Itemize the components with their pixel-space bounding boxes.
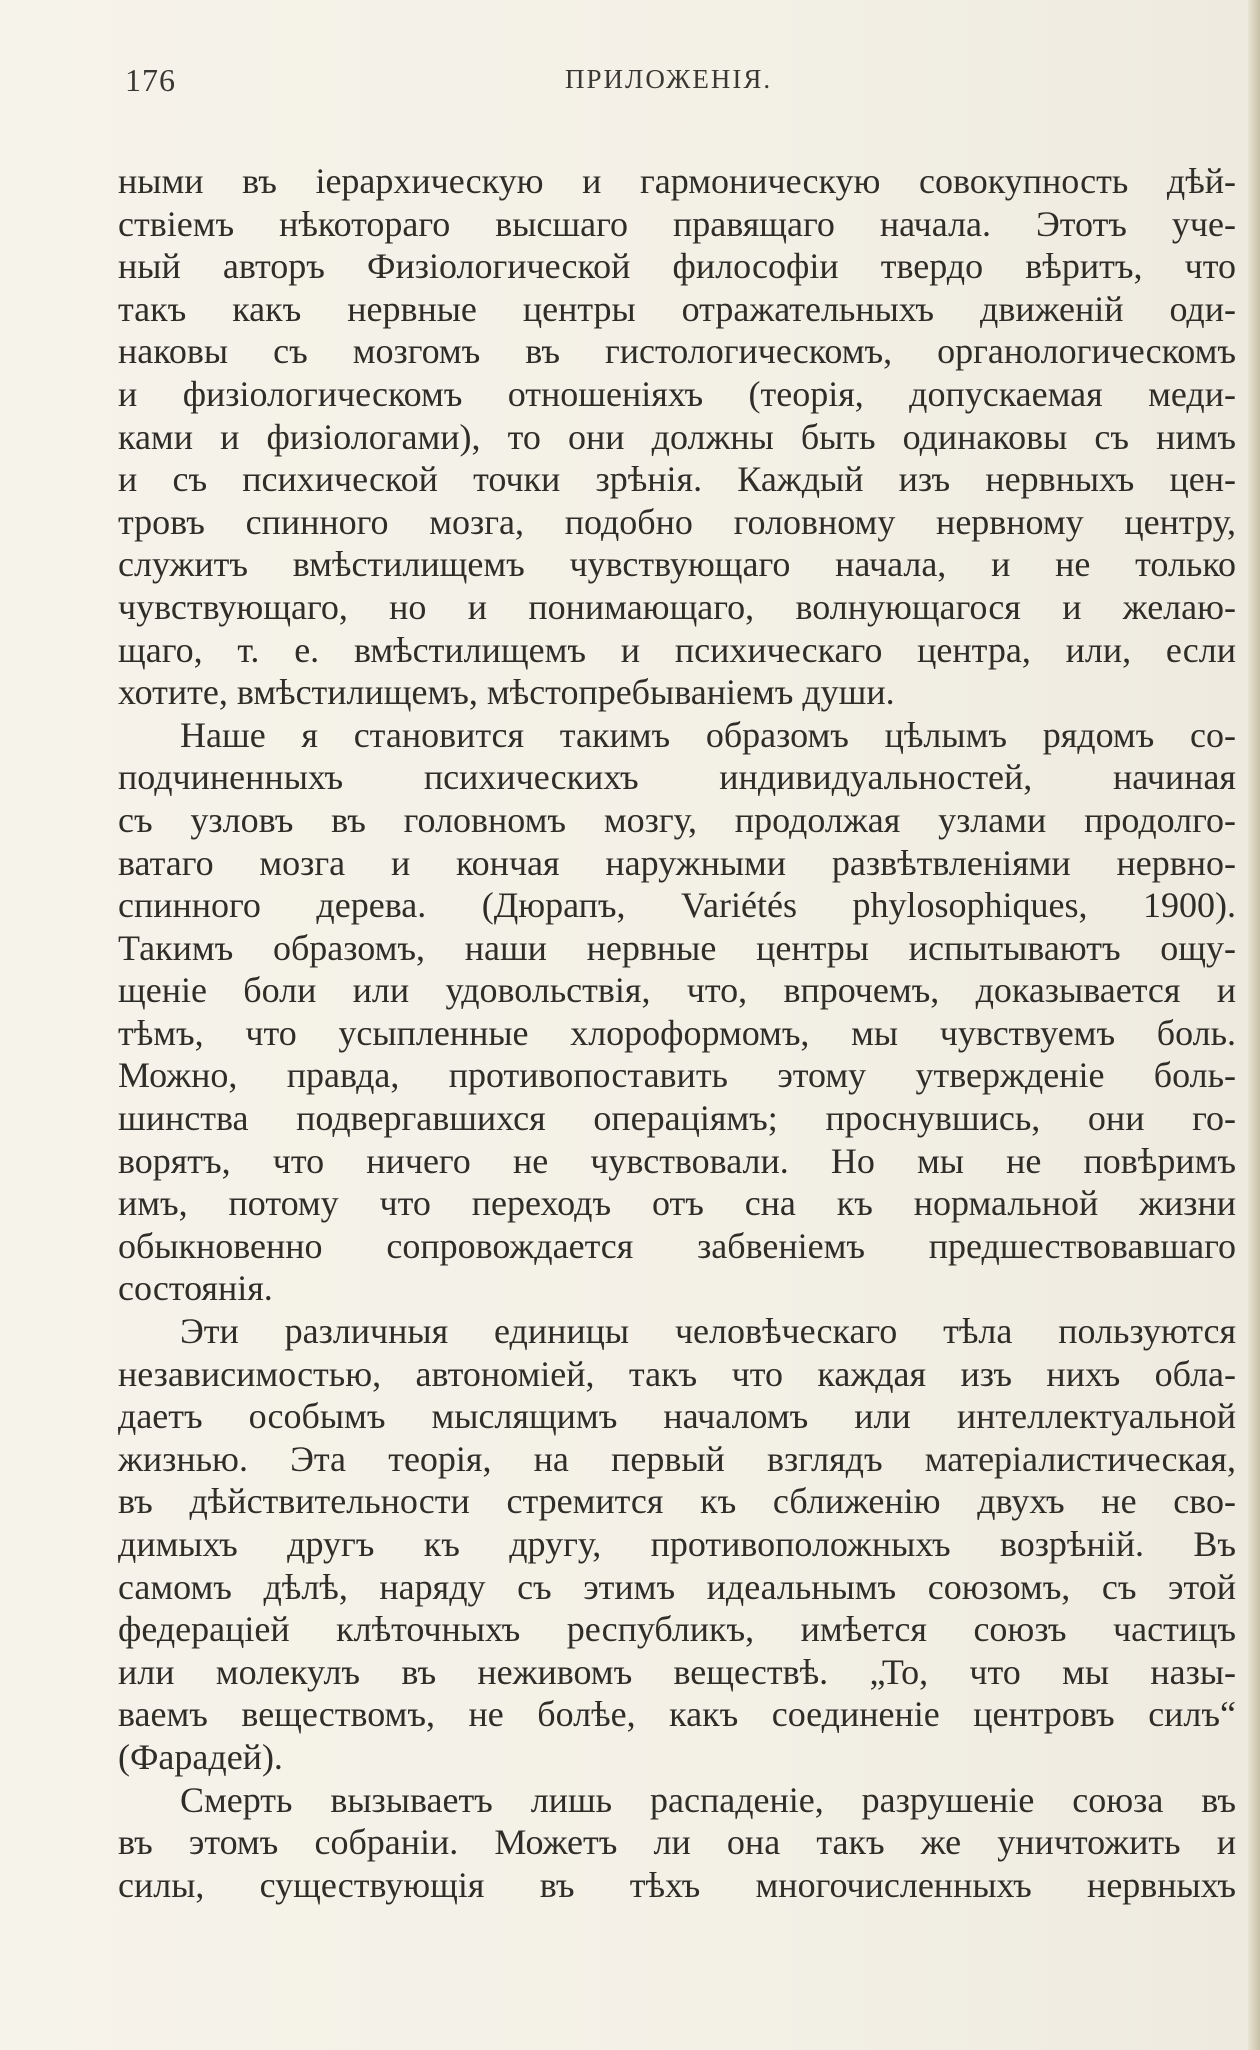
text-line: Смерть вызываетъ лишь распаденіе, разрушеніе союза въ (180, 1779, 1236, 1820)
text-line: (Фарадей). (118, 1736, 283, 1777)
text-line: имъ, потому что переходъ отъ сна къ нормальной жизни (118, 1183, 1236, 1224)
paragraph (118, 1779, 1236, 1907)
text-line: самомъ дѣлѣ, наряду съ этимъ идеальнымъ союзомъ, съ этой (118, 1566, 1236, 1607)
text-line: даетъ особымъ мыслящимъ началомъ или интеллектуальной (118, 1396, 1236, 1437)
paragraph (118, 714, 1236, 1310)
page-number: 176 (125, 62, 176, 98)
text-line: хотите, вмѣстилищемъ, мѣстопребываніемъ души. (118, 672, 895, 713)
text-line: Эти различныя единицы человѣческаго тѣла пользуются (180, 1311, 1236, 1352)
text-line: обыкновенно сопровождается забвеніемъ предшествовавшаго (118, 1225, 1236, 1266)
text-line: жизнью. Эта теорія, на первый взглядъ матеріалистическая, (118, 1438, 1236, 1479)
text-line: подчиненныхъ психическихъ индивидуальностей, начиная (118, 757, 1236, 798)
text-line: независимостью, автономіей, такъ что каждая изъ нихъ обла- (118, 1353, 1236, 1394)
text-line: или молекулъ въ неживомъ веществѣ. „То, что мы назы- (118, 1651, 1236, 1692)
text-line: ворятъ, что ничего не чувствовали. Но мы не повѣримъ (118, 1140, 1236, 1181)
text-line: шинства подвергавшихся операціямъ; проснувшись, они го- (118, 1098, 1236, 1139)
paragraph (118, 160, 1236, 714)
text-line: такъ какъ нервные центры отражательныхъ движеній оди- (118, 288, 1236, 329)
text-line: въ этомъ собраніи. Можетъ ли она такъ же уничтожить и (118, 1822, 1236, 1863)
text-line: Можно, правда, противопоставить этому утвержденіе боль- (118, 1055, 1236, 1096)
text-line: въ дѣйствительности стремится къ сближенію двухъ не сво- (118, 1481, 1236, 1522)
text-line: наковы съ мозгомъ въ гистологическомъ, органологическомъ (118, 331, 1236, 372)
text-line: съ узловъ въ головномъ мозгу, продолжая узлами продолго- (118, 799, 1236, 840)
text-line: щеніе боли или удовольствія, что, впрочемъ, доказывается и (118, 970, 1236, 1011)
text-line: ками и физіологами), то они должны быть одинаковы съ нимъ (118, 416, 1236, 457)
running-head (125, 62, 1240, 102)
text-line: спинного дерева. (Дюрапъ, Variétés phylosophiques, 1900). (118, 885, 1236, 926)
text-line: федераціей клѣточныхъ республикъ, имѣется союзъ частицъ (118, 1609, 1236, 1650)
text-line: щаго, т. е. вмѣстилищемъ и психическаго центра, или, если (118, 629, 1236, 670)
body-text (118, 160, 1236, 1906)
text-line: ный авторъ Физіологической философіи твердо вѣритъ, что (118, 246, 1236, 287)
text-line: и съ психической точки зрѣнія. Каждый изъ нервныхъ цен- (118, 459, 1236, 500)
text-line: Такимъ образомъ, наши нервные центры испытываютъ ощу- (118, 927, 1236, 968)
text-line: и физіологическомъ отношеніяхъ (теорія, допускаемая меди- (118, 373, 1236, 414)
page-edge (1248, 0, 1260, 2050)
text-line: димыхъ другъ къ другу, противоположныхъ возрѣній. Въ (118, 1524, 1236, 1564)
text-line: Наше я становится такимъ образомъ цѣлымъ рядомъ со- (180, 714, 1236, 755)
text-line: ватаго мозга и кончая наружными развѣтвленіями нервно- (118, 842, 1236, 883)
text-line: служитъ вмѣстилищемъ чувствующаго начала, и не только (118, 544, 1236, 585)
text-line: тровъ спинного мозга, подобно головному нервному центру, (118, 501, 1236, 542)
text-line: ствіемъ нѣкотораго высшаго правящаго начала. Этотъ уче- (118, 203, 1236, 244)
text-line: тѣмъ, что усыпленные хлороформомъ, мы чувствуемъ боль. (118, 1012, 1236, 1053)
paragraph (118, 1310, 1236, 1779)
text-line: чувствующаго, но и понимающаго, волнующагося и желаю- (118, 586, 1236, 627)
text-line: ными въ іерархическую и гармоническую совокупность дѣй- (118, 161, 1236, 201)
text-line: состоянія. (118, 1268, 273, 1309)
text-line: ваемъ веществомъ, не болѣе, какъ соединеніе центровъ силъ“ (118, 1694, 1236, 1735)
text-line: силы, существующія въ тѣхъ многочисленныхъ нервныхъ (118, 1864, 1236, 1905)
running-title: ПРИЛОЖЕНІЯ. (565, 64, 773, 94)
